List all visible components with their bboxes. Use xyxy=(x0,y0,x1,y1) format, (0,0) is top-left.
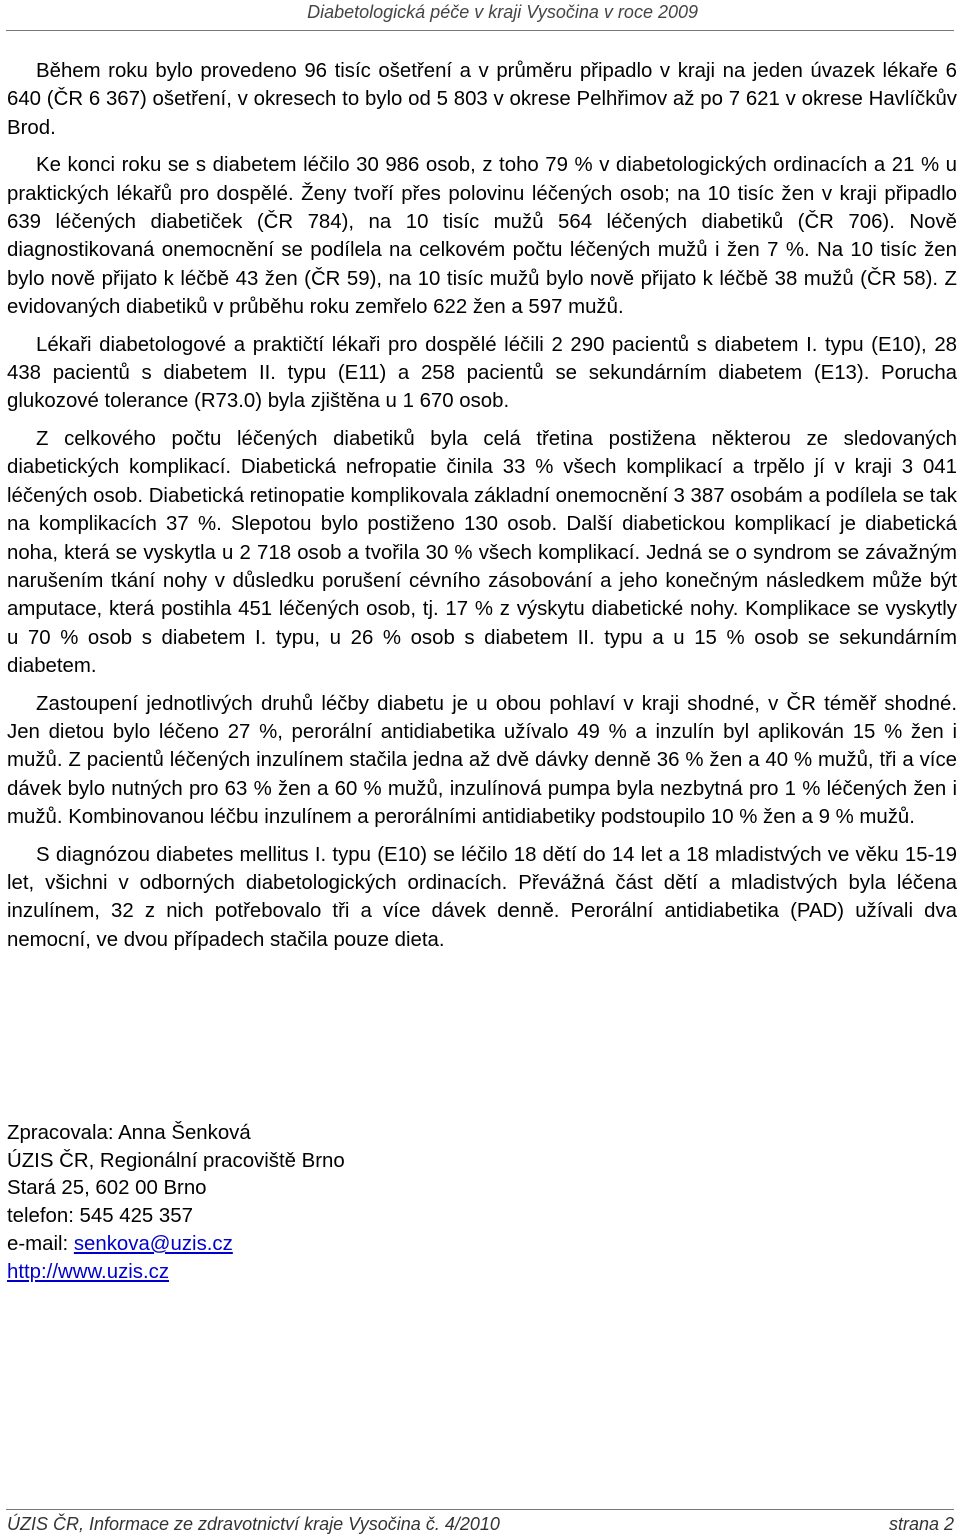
email-line xyxy=(7,1231,607,1259)
contact-block xyxy=(7,1120,607,1286)
website-link[interactable]: http://www.uzis.cz xyxy=(7,1260,170,1283)
running-header: Diabetologická péče v kraji Vysočina v roce 2009 xyxy=(307,2,698,22)
footer-divider xyxy=(6,1509,954,1510)
paragraph-diabetes-types: Lékaři diabetologové a praktičtí lékaři pro dospělé léčili 2 290 pacientů s diabetem I. typu (E10), 28 438 pacientů s diabetem II. typu (E11) a 258 pacientů se sekundárním diabetem (E13). Porucha glukozové tolerance (R73.0) byla zjištěna u 1 670 osob. xyxy=(7,333,957,413)
paragraph-complications: Z celkového počtu léčených diabetiků byla celá třetina postižena některou ze sledovaných diabetických komplikací. Diabetická nefropatie činila 33 % všech komplikací a trpělo jí v kraji 3 041 léčených osob. Diabetická retinopatie komplikovala základní onemocnění 3 387 osobám a podílela se tak na komplikacích 37 %. Slepotou bylo postiženo 130 osob. Další diabetickou komplikací je diabetická noha, která se vyskytla u 2 718 osob a tvořila 30 % všech komplikací. Jedná se o syndrom se závažným narušením tkání nohy v důsledku porušení cévního zásobování a jeho konečným následkem může být amputace, která postihla 451 léčených osob, tj. 17 % z výskytu diabetické nohy. Komplikace se vyskytly u 70 % osob s diabetem I. typu, u 26 % osob s diabetem II. typu a u 15 % osob se sekundárním diabetem. xyxy=(7,427,957,678)
paragraph-children: S diagnózou diabetes mellitus I. typu (E10) se léčilo 18 dětí do 14 let a 18 mladistvých ve věku 15-19 let, všichni v odborných diabetologických ordinacích. Převážná část dětí a mladistvých byla léčena inzulínem, 32 z nich potřebovalo tři a více dávek denně. Perorální antidiabetika (PAD) užívali dva nemocní, ve dvou případech stačila pouze dieta. xyxy=(7,843,957,951)
email-link[interactable]: senkova@uzis.cz xyxy=(73,1232,233,1255)
web-line xyxy=(7,1259,607,1287)
report-body xyxy=(7,57,957,963)
footer-publication: ÚZIS ČR, Informace ze zdravotnictví kraje Vysočina č. 4/2010 xyxy=(7,1514,500,1534)
paragraph-visits: Během roku bylo provedeno 96 tisíc ošetření a v průměru připadlo v kraji na jeden úvazek lékaře 6 640 (ČR 6 367) ošetření, v okresech to bylo od 5 803 v okrese Pelhřimov až po 7 621 v okrese Havlíčkův Brod. xyxy=(7,60,957,139)
page-number: strana 2 xyxy=(888,1514,954,1534)
address-line: Stará 25, 602 00 Brno xyxy=(7,1177,207,1200)
organization-line: ÚZIS ČR, Regionální pracoviště Brno xyxy=(7,1149,345,1172)
author-line: Zpracovala: Anna Šenková xyxy=(7,1122,251,1144)
header-divider xyxy=(6,30,954,31)
email-label: e-mail: xyxy=(7,1232,74,1255)
phone-line: telefon: 545 425 357 xyxy=(7,1205,193,1228)
paragraph-treatment: Zastoupení jednotlivých druhů léčby diabetu je u obou pohlaví v kraji shodné, v ČR téměř shodné. Jen dietou bylo léčeno 27 %, perorální antidiabetika užívalo 49 % a inzulín byl aplikován 15 % žen i mužů. Z pacientů léčených inzulínem stačila jedna až dvě dávky denně 36 % žen a 40 % mužů, tři a více dávek bylo nutných pro 63 % žen a 60 % mužů, inzulínová pumpa byla nezbytná pro 1 % léčených žen i mužů. Kombinovanou léčbu inzulínem a perorálními antidiabetiky podstoupilo 10 % žen a 9 % mužů. xyxy=(7,692,957,829)
paragraph-patients: Ke konci roku se s diabetem léčilo 30 986 osob, z toho 79 % v diabetologických ordinacích a 21 % u praktických lékařů pro dospělé. Ženy tvoří přes polovinu léčených osob; na 10 tisíc žen v kraji připadlo 639 léčených diabetiček (ČR 784), na 10 tisíc mužů 564 léčených diabetiků (ČR 706). Nově diagnostikovaná onemocnění se podílela na celkovém počtu léčených mužů i žen 7 %. Na 10 tisíc žen bylo nově přijato k léčbě 43 žen (ČR 59), na 10 tisíc mužů bylo nově přijato k léčbě 38 mužů (ČR 58). Z evidovaných diabetiků v průběhu roku zemřelo 622 žen a 597 mužů. xyxy=(7,154,957,319)
